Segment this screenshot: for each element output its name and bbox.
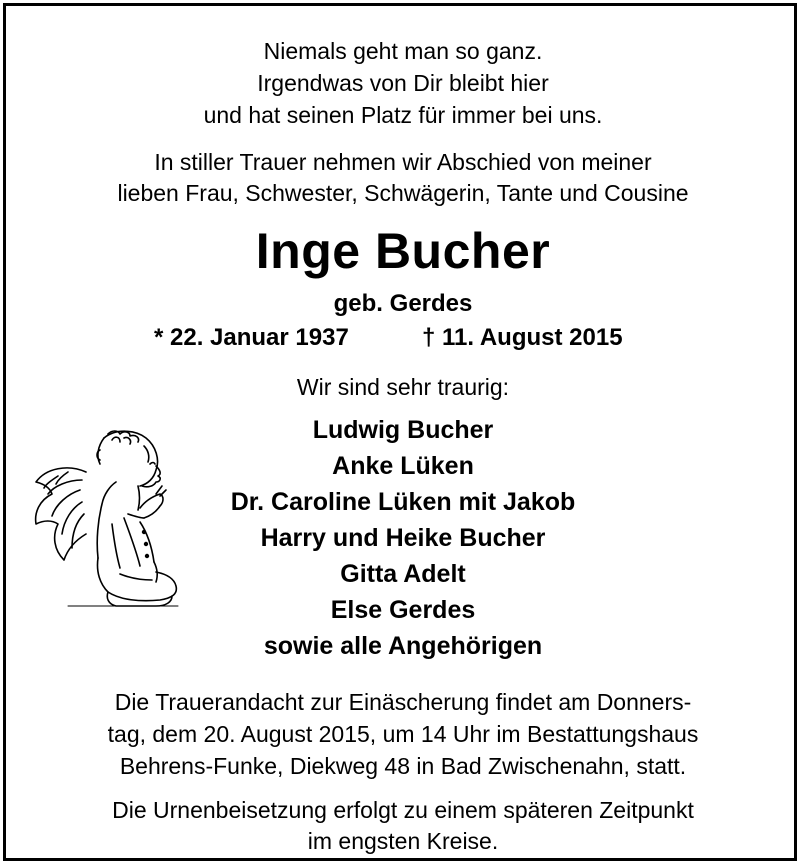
maiden-name: geb. Gerdes [333,290,473,317]
service-line-3: Behrens-Funke, Diekweg 48 in Bad Zwischenahn, statt. [119,753,687,779]
poem-line-1: Niemals geht man so ganz. [263,38,543,64]
mourner-1: Ludwig Bucher [312,416,494,444]
obituary-notice [3,3,797,861]
mourner-5: Gitta Adelt [340,560,466,588]
deceased-name: Inge Bucher [255,223,551,279]
burial-line-1: Die Urnenbeisetzung erfolgt zu einem späteren Zeitpunkt [112,797,694,823]
poem-line-2: Irgendwas von Dir bleibt hier [257,70,549,96]
praying-angel-icon [28,424,188,616]
mourner-2: Anke Lüken [332,452,474,480]
mourner-7: sowie alle Angehörigen [263,632,543,660]
intro-line-2: lieben Frau, Schwester, Schwägerin, Tante und Cousine [117,180,689,206]
burial-line-2: im engsten Kreise. [307,828,499,854]
service-line-1: Die Trauerandacht zur Einäscherung findet am Donners- [114,689,692,715]
death-date: † 11. August 2015 [422,324,623,351]
mourner-6: Else Gerdes [330,596,476,624]
mourner-4: Harry und Heike Bucher [260,524,546,552]
mourners-intro: Wir sind sehr traurig: [296,374,510,400]
mourner-3: Dr. Caroline Lüken mit Jakob [230,488,576,516]
poem-line-3: und hat seinen Platz für immer bei uns. [203,102,603,128]
intro-line-1: In stiller Trauer nehmen wir Abschied von meiner [154,149,652,175]
service-line-2: tag, dem 20. August 2015, um 14 Uhr im Bestattungshaus [107,721,699,747]
birth-date: * 22. Januar 1937 [154,324,349,351]
